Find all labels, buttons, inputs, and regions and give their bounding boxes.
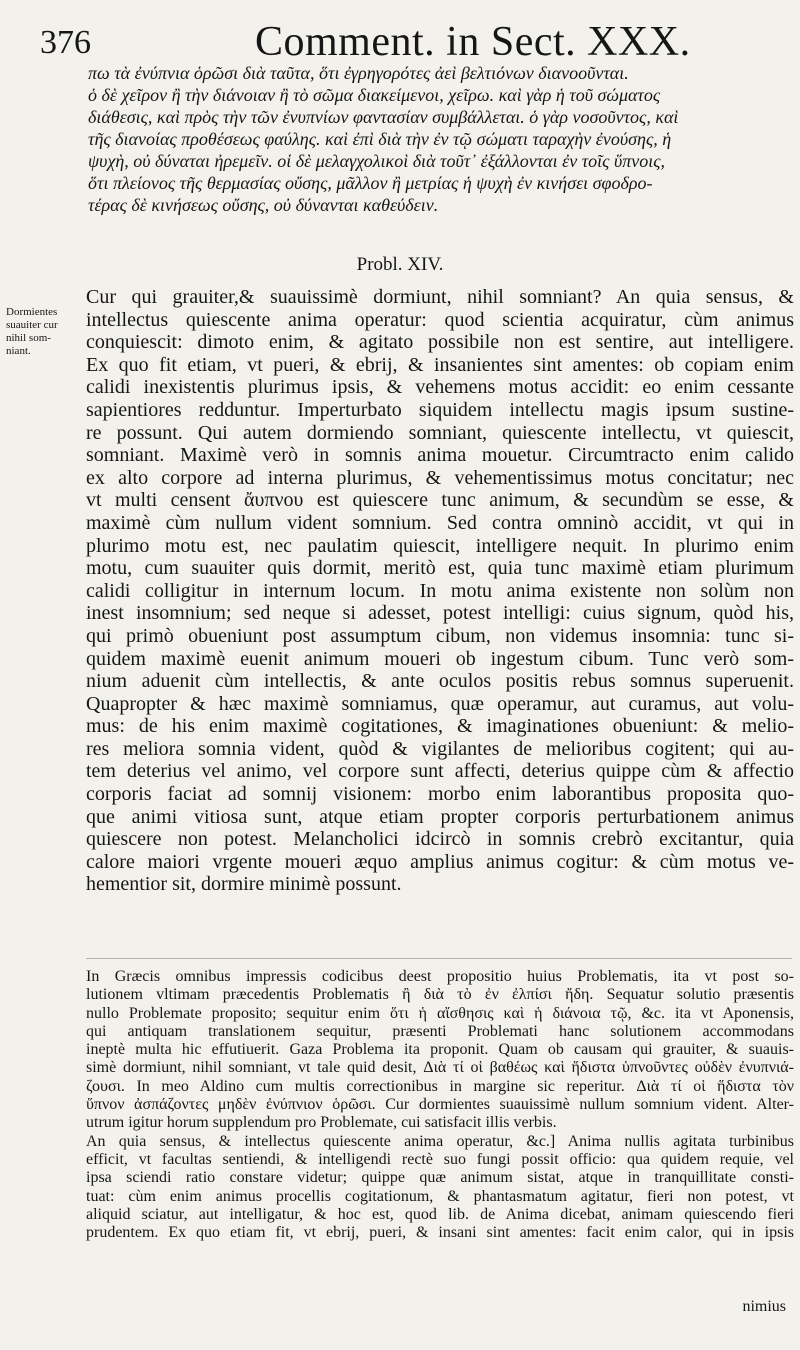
commentary-line: tuat: cùm enim animus procellis cogitationum, & phantasmatum agitatur, fieri non potest, vt [86, 1187, 794, 1205]
commentary-block [86, 968, 794, 1242]
main-line: calidi inexistentis plurimus ipsis, & vehemens motus accidit: eo enim cessante [86, 376, 794, 399]
marginal-line: niant. [6, 345, 31, 357]
main-line: maximè cùm nullum vident somnium. Sed contra omninò accidit, vt qui in [86, 511, 794, 534]
main-line: quiescere non potest. Melancholici idcircò in somnis crebrò excitantur, quia [86, 828, 794, 851]
main-line: intellectus quiescente anima operatur: quod scientia acquiratur, cùm animus [86, 308, 794, 331]
commentary-line: efficit, vt facultas sentiendi, & intelligendi rectè suo fungi possit officio: qua quidem requie, vel [86, 1150, 794, 1168]
main-line: conquiescit: dimoto enim, & agitato possibile non est sentire, aut intelligere. [86, 331, 794, 354]
commentary-line: qui antiquam translationem sequitur, præsenti Problemati hanc solutionem accommodans [86, 1022, 794, 1040]
commentary-line: In Græcis omnibus impressis codicibus deest propositio huius Problematis, ita vt post so- [86, 968, 794, 985]
commentary-line: ipsa sciendi ratio constare videtur; quippe quæ animum sistat, atque in tranquillitate consti- [86, 1169, 794, 1187]
marginal-line: Dormientes [6, 306, 58, 318]
main-line: Ex quo fit etiam, vt pueri, & ebrij, & insanientes sint amentes: ob copiam enim [86, 353, 794, 376]
section-divider [86, 958, 792, 959]
main-line: res meliora somnia vident, quòd & vigilantes de melioribus cogitent; qui au- [86, 737, 794, 760]
commentary-line: prudentem. Ex quo etiam fit, vt ebrij, pueri, & insani sint amentes: facit enim calor, qui in ipsis [86, 1224, 794, 1242]
marginal-line: nihil som- [6, 332, 51, 344]
main-line: ex alto corpore ad interna plurimus, & vehementissimus motus concitatur; nec [86, 466, 794, 489]
main-line: que animi vitiosa sunt, atque etiam propter corporis perturbationem animus [86, 805, 794, 828]
main-line: re possunt. Qui autem dormiendo somniant, quiescente intellectu, vt quiescit, [86, 421, 794, 444]
commentary-line: utrum igitur horum supplendum pro Problemate, cui satisfacit illis verbis. [86, 1114, 557, 1132]
main-line: quidem maximè euenit animum moueri ob ingestum cibum. Tunc verò som- [86, 647, 794, 670]
main-line: nium aduenit cùm intellectis, & ante oculos positis rebus somnus superuenit. [86, 670, 794, 693]
main-line: corporis faciat ad somnij visionem: morbo enim laborantibus proposita quo- [86, 783, 794, 806]
main-line: plurimo motu est, nec paulatim quiescit, intelligere nequit. In plurimo enim [86, 534, 794, 557]
greek-line: ψυχὴ, οὐ δύναται ἠρεμεῖν. οἱ δὲ μελαγχολικοὶ διὰ τοῦτ᾽ ἐξάλλονται ἐν τοῖς ὕπνοις, [88, 151, 666, 171]
greek-line: τῆς διανοίας προθέσεως φαύλης. καὶ ἐπὶ διὰ τὴν ἐν τῷ σώματι ταραχὴν ἐνούσης, ἡ [88, 129, 672, 149]
greek-text-block [88, 62, 788, 216]
greek-line: ὁ δὲ χεῖρον ἢ τὴν διάνοιαν ἢ τὸ σῶμα διακείμενοι, χεῖρω. καὶ γὰρ ἡ τοῦ σώματος [88, 85, 661, 105]
main-line: vt multi censent ἄυπνου est quiescere tunc animum, & secundùm se esse, & [86, 489, 794, 512]
page-number: 376 [40, 24, 91, 61]
commentary-line: nullo Problemate proposito; sequitur enim ὅτι ἡ αἴσθησις καὶ ἡ διάνοια τῷ, &c. ita vt Aponensis, [86, 1004, 794, 1022]
main-line: sapientiores redduntur. Imperturbato siquidem intellectu magis ipsum sustine- [86, 398, 794, 421]
main-line: Cur qui grauiter,& suauissimè dormiunt, nihil somniant? An quia sensus, & [86, 286, 794, 308]
main-line: inest insomnium; sed neque si adesset, potest intelligi: cuius signum, quòd his, [86, 602, 794, 625]
marginal-line: suauiter cur [6, 319, 58, 331]
commentary-line: simè dormiunt, nihil somniant, vt tale quid desit, Διὰ τί οἱ βαθέως καὶ ἥδιστα ὑπνοῦντες οὐδὲν ἐνυπνιά- [86, 1059, 794, 1077]
commentary-line: ζουσι. In meo Aldino cum multis correctionibus in margine sic reperitur. Διὰ τί οἱ ἥδιστα τὸν [86, 1077, 794, 1095]
commentary-line: An quia sensus, & intellectus quiescente anima operatur, &c.] Anima nullis agitata turbinibus [86, 1132, 794, 1150]
commentary-line: aliquid sciatur, aut intelligatur, & hoc est, quod lib. de Anima dicebat, animam quiescendo fieri [86, 1205, 794, 1223]
main-line: tem deterius vel animo, vel corpore sunt affecti, deterius quippe cùm & affectio [86, 760, 794, 783]
marginal-note [6, 306, 86, 358]
main-line: somniant. Maximè verò in somnis anima mouetur. Circumtracto enim calido [86, 444, 794, 467]
commentary-line: ineptè multa hic effutiuerit. Gaza Problema ita proponit. Quam ob causam qui grauiter, & suauis- [86, 1041, 794, 1059]
commentary-line: ὕπνον ἀσπάζοντες μηδὲν ἐνύπνιον ὁρῶσι. Cur dormientes suauissimè nullum somnium vident. Alter- [86, 1096, 794, 1114]
greek-line: διάθεσις, καὶ πρὸς τὴν τῶν ἐνυπνίων φαντασίαν συμβάλλεται. ὁ γὰρ νοσοῦντος, καὶ [88, 107, 679, 127]
main-line: Quapropter & hæc maximè somniamus, quæ operamur, aut curamus, aut volu- [86, 692, 794, 715]
main-line: qui primò obueniunt post assumptum cibum, non videmus insomnia: tunc si- [86, 624, 794, 647]
greek-line: ὅτι πλείονος τῆς θερμασίας οὔσης, μᾶλλον ἢ μετρίας ἡ ψυχὴ ἐν κινήσει σφοδρο- [88, 173, 653, 193]
main-line: hementior sit, dormire minimè possunt. [86, 873, 402, 896]
problem-heading: Probl. XIV. [356, 254, 444, 275]
running-title: Comment. in Sect. XXX. [255, 19, 691, 65]
main-line: calore maiori vrgente moueri æquo amplius animus cogitur: & cùm motus ve- [86, 850, 794, 873]
greek-line: πω τὰ ἐνύπνια ὁρῶσι διὰ ταῦτα, ὅτι ἐγρηγορότες ἀεὶ βελτιόνων διανοοῦνται. [88, 63, 629, 83]
main-line: motu, cum suauiter quis dormit, meritò est, quia tunc maximè etiam plurimum [86, 557, 794, 580]
main-text-block [86, 286, 794, 896]
main-line: calidi colligitur in internum locum. In motu anima existente non solùm non [86, 579, 794, 602]
main-line: mus: de his enim maximè cogitationes, & imaginationes obueniunt: & melio- [86, 715, 794, 738]
catchword: nimius [742, 1298, 786, 1315]
running-head [40, 18, 780, 66]
commentary-line: lutionem vltimam præcedentis Problematis ἢ διὰ τὸ ἐν ἐλπίσι ἤδη. Sequatur solutio præsentis [86, 986, 794, 1004]
greek-line: τέρας δὲ κινήσεως οὔσης, οὐ δύνανται καθεύδειν. [88, 195, 439, 215]
